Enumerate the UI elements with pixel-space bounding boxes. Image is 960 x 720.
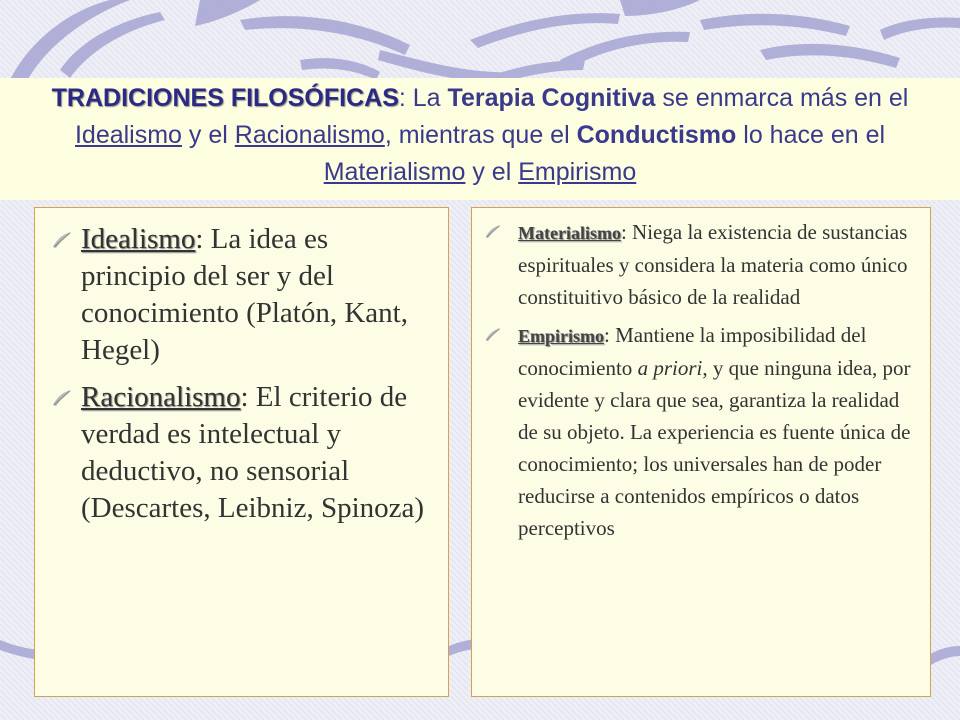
term-racionalismo: Racionalismo [81,381,241,413]
italic-a-priori: a priori [637,356,703,380]
left-content-box [34,207,449,697]
list-item-idealismo [35,221,448,369]
title-materialismo: Materialismo [323,158,466,186]
quill-bullet-icon [484,224,502,239]
quill-bullet-icon [51,389,73,407]
title-empirismo: Empirismo [518,158,637,186]
slide-title [10,80,950,191]
title-conductismo: Conductismo [576,121,737,149]
title-terapia-cognitiva: Terapia Cognitiva [447,84,656,112]
title-colon: : [398,84,406,112]
quill-bullet-icon [484,327,502,342]
title-idealismo: Idealismo [74,121,182,149]
title-text-1: La [405,84,448,112]
definition-idealismo: : La idea es principio del ser y del conocimiento (Platón, Kant, Hegel) [81,223,408,366]
title-lead: TRADICIONES FILOSÓFICAS [51,84,399,112]
term-materialismo: Materialismo [518,223,621,243]
title-text-2: se enmarca más en el [655,84,909,112]
quill-bullet-icon [51,231,73,249]
title-text-6: y el [465,158,519,186]
list-item-racionalismo [35,379,448,527]
definition-empirismo-a: : Mantiene la imposibilidad del conocimiento [518,323,867,380]
term-empirismo: Empirismo [518,326,605,346]
definition-empirismo-b: , y que ninguna idea, por evidente y clara que sea, garantiza la realidad de su objeto. La experiencia es fuente única de conocimiento; los universales han de poder reducirse a contenidos empíricos o datos perceptivos [518,356,911,540]
title-text-4: , mientras que el [384,121,577,149]
list-item-materialismo [472,216,930,313]
right-content-box [471,207,931,697]
definition-racionalismo: : El criterio de verdad es intelectual y deductivo, no sensorial (Descartes, Leibniz, Spinoza) [81,381,425,524]
definition-materialismo: : Niega la existencia de sustancias espirituales y considera la materia como único constituitivo básico de la realidad [518,220,908,309]
title-racionalismo: Racionalismo [234,121,385,149]
title-text-3: y el [181,121,235,149]
list-item-empirismo [472,319,930,544]
term-idealismo: Idealismo [81,223,196,255]
title-text-5: lo hace en el [736,121,886,149]
